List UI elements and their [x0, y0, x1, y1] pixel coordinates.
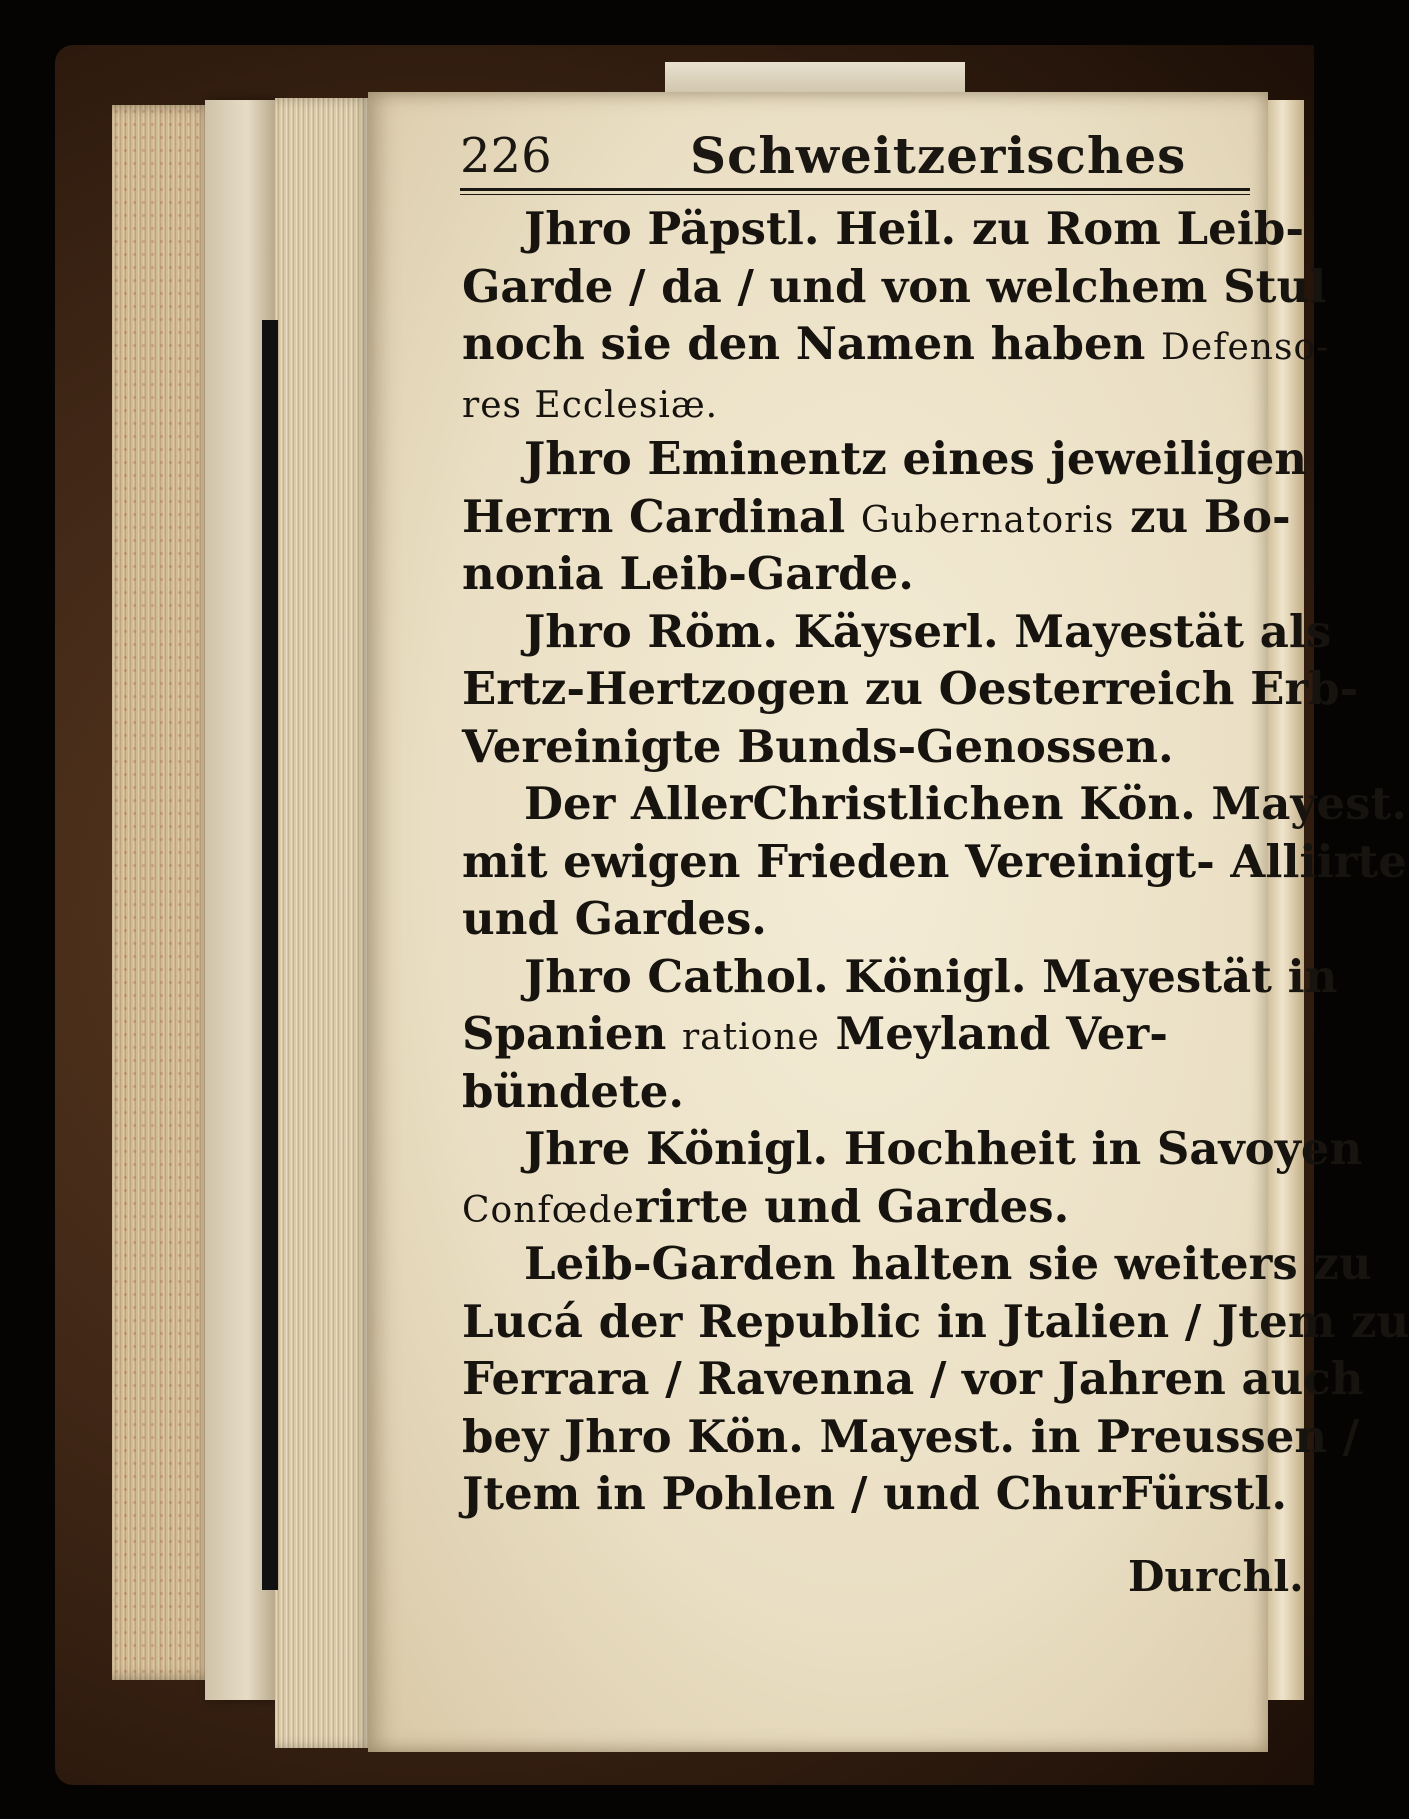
- text-line: Jhro Cathol. Königl. Mayestät in: [524, 949, 1338, 1003]
- page-number: 226: [460, 128, 552, 184]
- text-line: mit ewigen Frieden Vereinigt- Alliirte: [462, 834, 1407, 888]
- text-line: und Gardes.: [462, 892, 767, 945]
- text-line: bündete.: [462, 1064, 685, 1118]
- page-header: [460, 120, 1250, 190]
- text-line: Lucá der Republic in Jtalien / Jtem zu: [462, 1294, 1409, 1348]
- text-line: Leib-Garden halten sie weiters zu: [524, 1237, 1372, 1290]
- text-line: nonia Leib-Garde.: [462, 547, 914, 600]
- latin-text: Defenso-: [1161, 327, 1330, 368]
- text-line: Ferrara / Ravenna / vor Jahren auch: [462, 1352, 1364, 1405]
- text-line: Garde / da / und von welchem Stul: [462, 259, 1327, 313]
- text-line: Confœderirte und Gardes.: [462, 1179, 1070, 1233]
- text-line: Vereinigte Bunds-Genossen.: [462, 719, 1174, 773]
- spine-shadow: [262, 320, 278, 1590]
- catchword: Durchl.: [1128, 1552, 1304, 1601]
- latin-text: Confœde: [462, 1189, 635, 1231]
- running-head: Schweitzerisches: [690, 126, 1187, 185]
- text-line: noch sie den Namen haben Defenso-: [462, 317, 1330, 370]
- text-line: Der AllerChristlichen Kön. Mayest.: [524, 777, 1407, 830]
- paper-tab: [665, 62, 965, 96]
- text-line: Jtem in Pohlen / und ChurFürstl.: [462, 1467, 1288, 1520]
- text-line: Jhro Eminentz eines jeweiligen: [524, 432, 1307, 485]
- latin-text: ratione: [681, 1017, 820, 1058]
- header-rule: [460, 188, 1250, 195]
- page-edges-left: [112, 105, 217, 1680]
- text-line: Jhre Königl. Hochheit in Savoyen: [524, 1122, 1363, 1175]
- latin-text: res Ecclesiæ.: [462, 384, 719, 426]
- text-line: Herrn Cardinal Gubernatoris zu Bo-: [462, 489, 1291, 543]
- text-line: Jhro Röm. Käyserl. Mayestät als: [524, 604, 1332, 658]
- text-line: Spanien ratione Meyland Ver-: [462, 1007, 1168, 1060]
- text-line: bey Jhro Kön. Mayest. in Preussen /: [462, 1409, 1360, 1463]
- page-edges-stack: [275, 98, 370, 1748]
- latin-text: Gubernatoris: [860, 499, 1115, 541]
- text-line: Jhro Päpstl. Heil. zu Rom Leib-: [524, 202, 1305, 255]
- body-text: [462, 200, 1409, 1523]
- text-line: [462, 373, 1262, 431]
- text-line: Ertz-Hertzogen zu Oesterreich Erb-: [462, 662, 1359, 715]
